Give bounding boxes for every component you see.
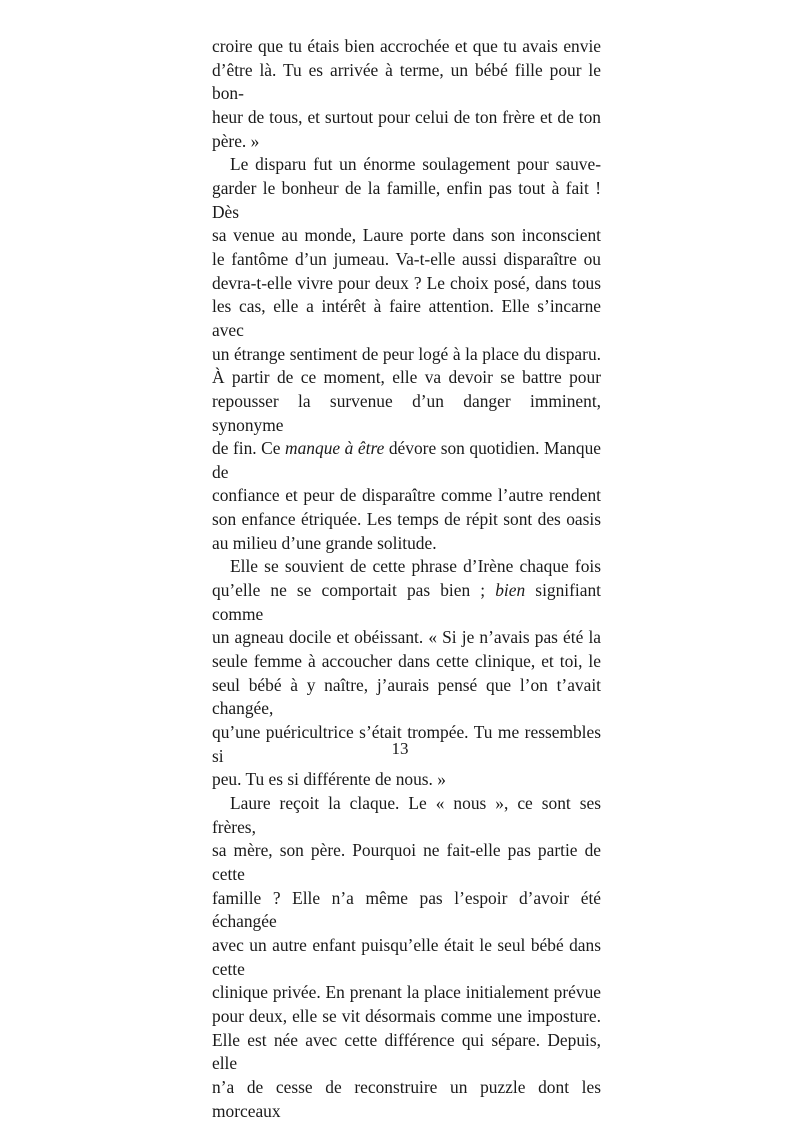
text-line: Le disparu fut un énorme soulagement pour sauve- [230, 154, 601, 175]
text-line: repousser la survenue d’un danger imminent, synonyme [212, 390, 601, 435]
text-line: qu’elle ne se comportait pas bien ; bien signifiant comme [212, 580, 601, 624]
text-line: famille ? Elle n’a même pas l’espoir d’avoir été échangée [212, 887, 601, 932]
text-line: Elle est née avec cette différence qui sépare. Depuis, elle [212, 1029, 601, 1074]
text-line: Elle se souvient de cette phrase d’Irène chaque fois [230, 556, 601, 577]
body-text [212, 35, 601, 1123]
text-line: seule femme à accoucher dans cette clinique, et toi, le [212, 651, 601, 672]
text-line: n’a de cesse de reconstruire un puzzle dont les morceaux [212, 1076, 601, 1121]
text-line: devra-t-elle vivre pour deux ? Le choix posé, dans tous [212, 272, 601, 293]
text-line: seul bébé à y naître, j’aurais pensé que l’on t’avait changée, [212, 674, 601, 719]
text-line: qu’une puéricultrice s’était trompée. Tu me ressembles si [212, 722, 601, 766]
text-line: À partir de ce moment, elle va devoir se battre pour [212, 367, 601, 388]
text-line: père. » [212, 130, 260, 151]
text-line: d’être là. Tu es arrivée à terme, un bébé fille pour le bon- [212, 59, 601, 104]
text-line: confiance et peur de disparaître comme l’autre rendent [212, 485, 601, 506]
text-line: le fantôme d’un jumeau. Va-t-elle aussi disparaître ou [212, 248, 601, 269]
paragraph [212, 35, 601, 153]
text-line: pour deux, elle se vit désormais comme une imposture. [212, 1005, 601, 1026]
page-number: 13 [391, 739, 409, 758]
text-line: Laure reçoit la claque. Le « nous », ce sont ses frères, [212, 793, 601, 837]
text-line: peu. Tu es si différente de nous. » [212, 769, 446, 790]
paragraph [212, 153, 601, 555]
text-line: les cas, elle a intérêt à faire attention. Elle s’incarne avec [212, 296, 601, 340]
text-line: son enfance étriquée. Les temps de répit sont des oasis [212, 509, 601, 530]
paragraph [212, 792, 601, 1123]
text-line: un étrange sentiment de peur logé à la place du disparu. [212, 343, 601, 364]
text-line: un agneau docile et obéissant. « Si je n’avais pas été la [212, 627, 601, 648]
text-line: garder le bonheur de la famille, enfin pas tout à fait ! Dès [212, 177, 601, 222]
text-line: sa mère, son père. Pourquoi ne fait-elle pas partie de cette [212, 840, 601, 884]
text-line: clinique privée. En prenant la place initialement prévue [212, 982, 601, 1003]
text-line: de fin. Ce manque à être dévore son quotidien. Manque de [212, 438, 601, 482]
text-line: croire que tu étais bien accrochée et que tu avais envie [212, 36, 601, 56]
text-line: avec un autre enfant puisqu’elle était le seul bébé dans cette [212, 934, 601, 979]
text-line: heur de tous, et surtout pour celui de ton frère et de ton [212, 106, 601, 127]
text-line: sa venue au monde, Laure porte dans son inconscient [212, 225, 601, 246]
text-line: au milieu d’une grande solitude. [212, 532, 437, 553]
